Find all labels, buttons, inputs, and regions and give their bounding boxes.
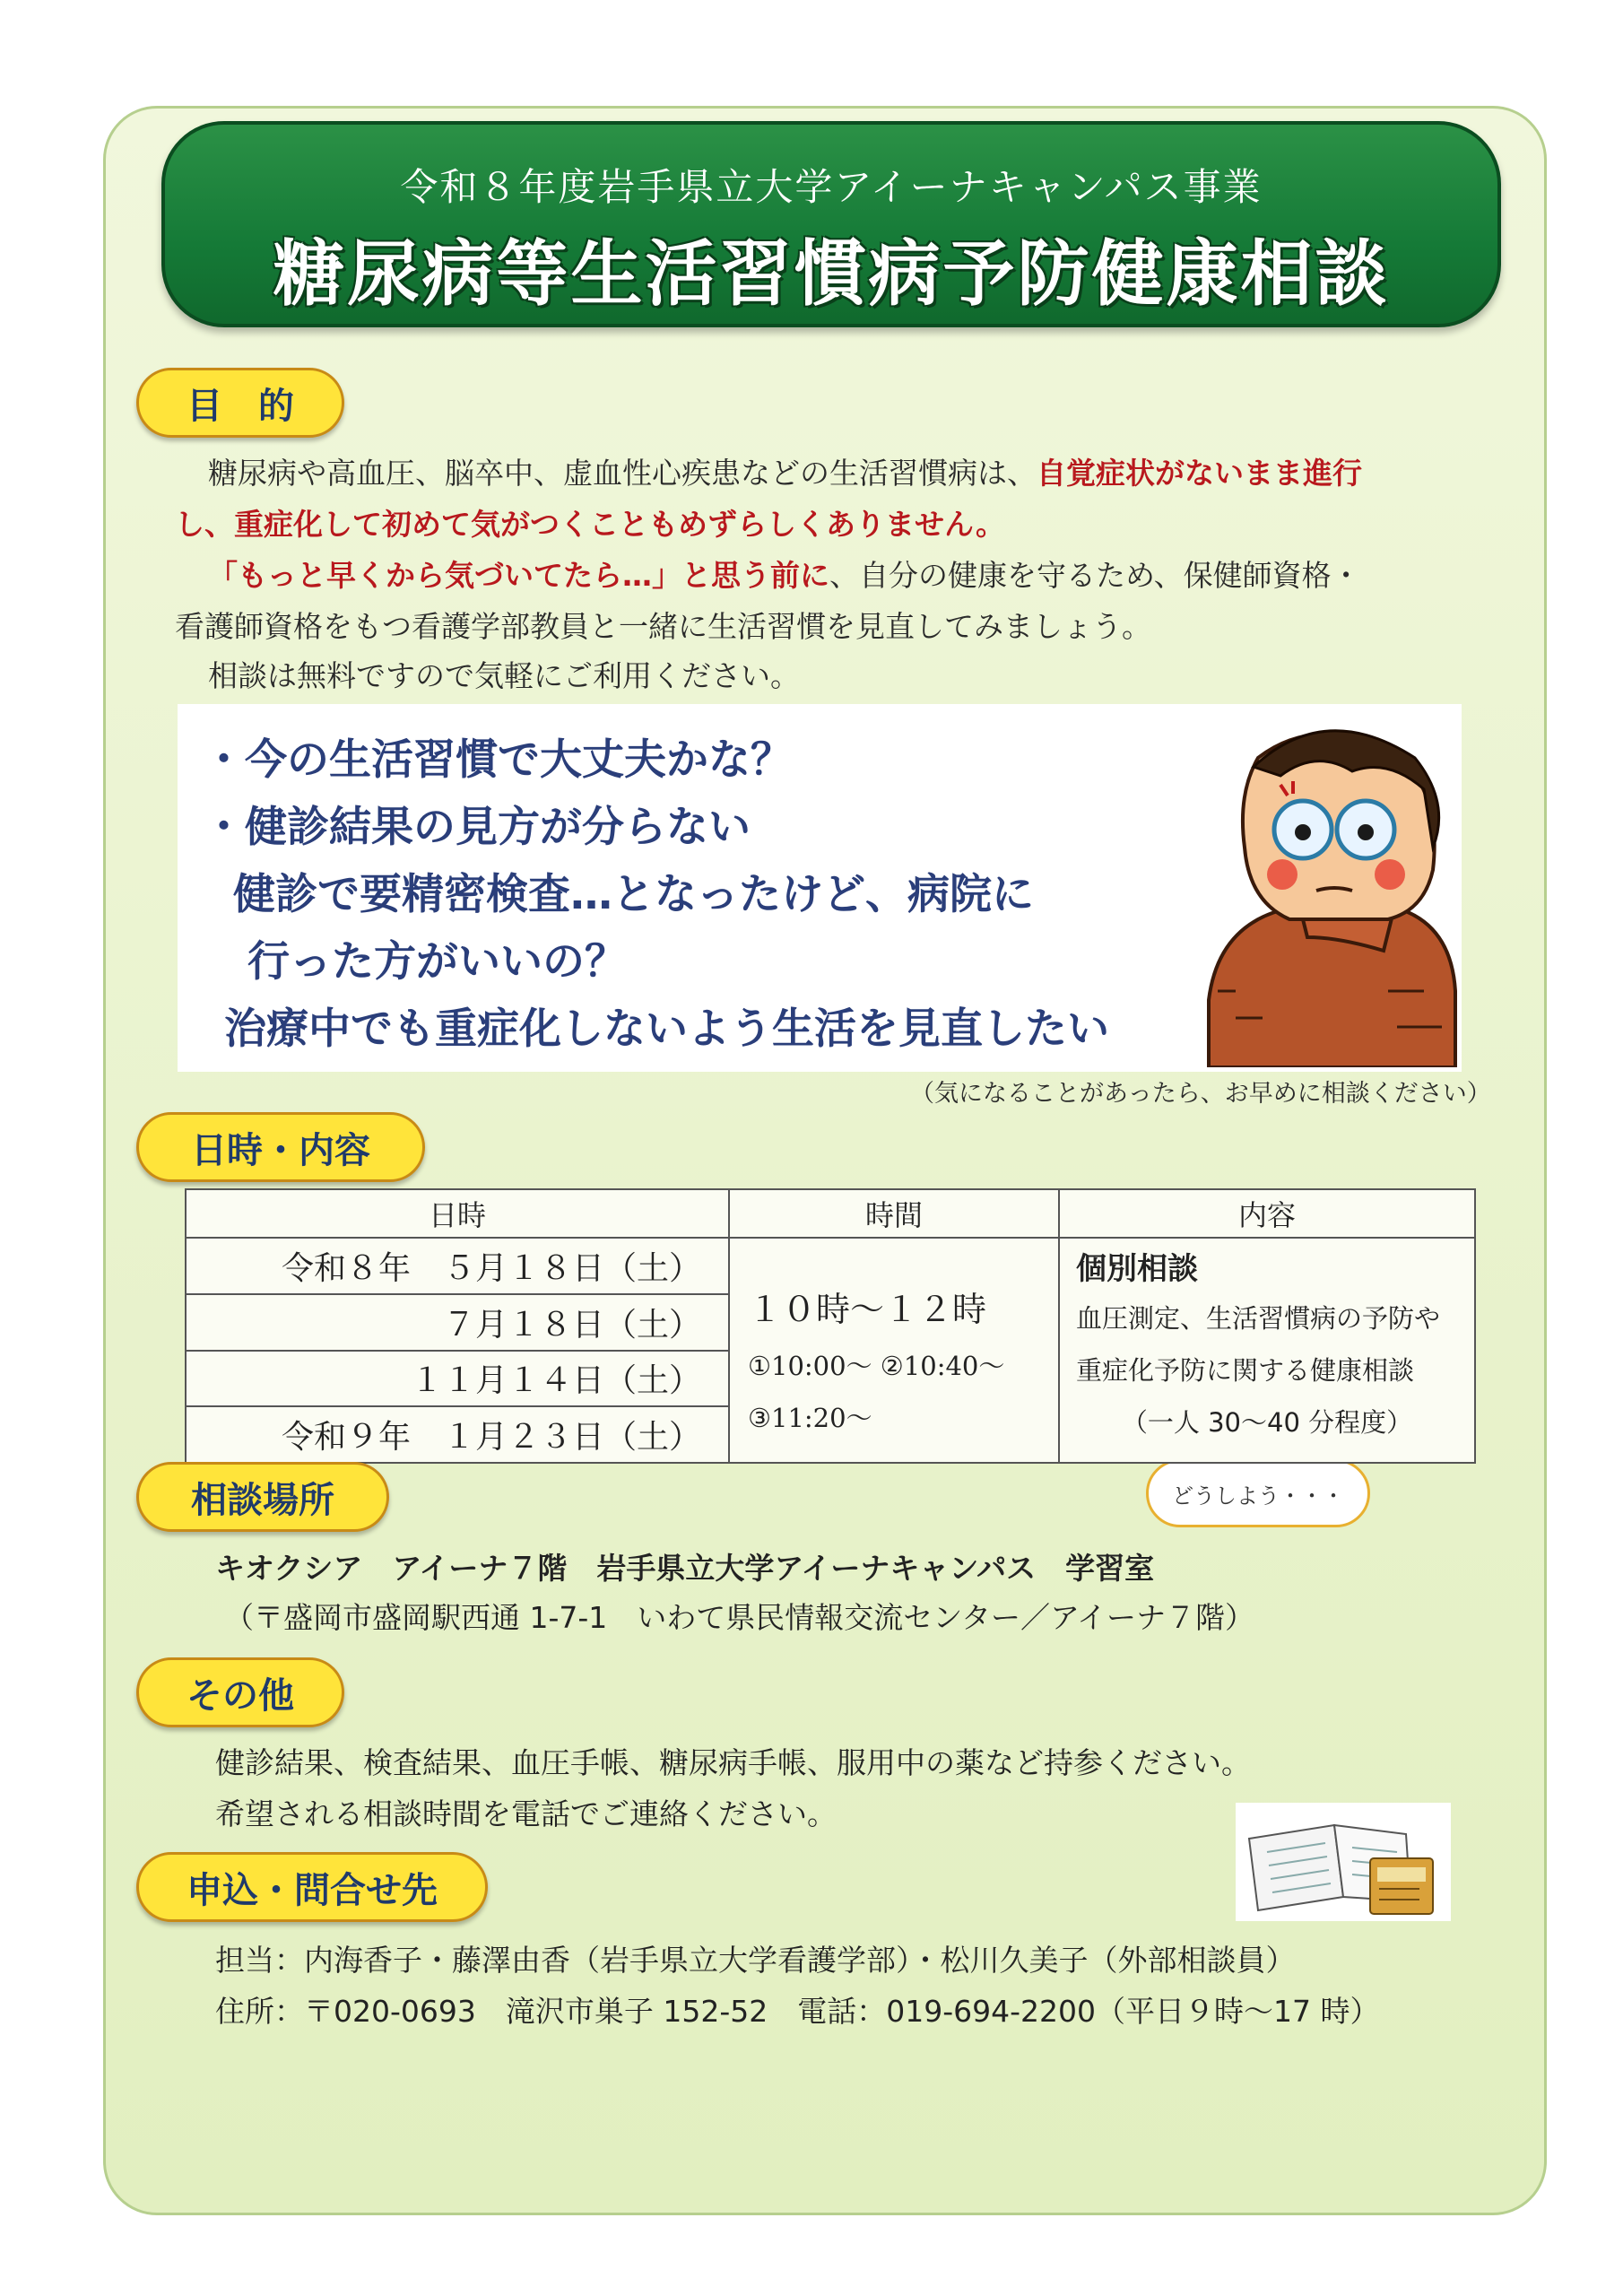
section-label-venue: 相談場所 (136, 1462, 389, 1532)
question-3a: 健診で要精密検査…となったけど、病院に (233, 870, 1034, 919)
purpose-highlight: 「もっと早くから気づいてたら…」と思う前に (208, 558, 829, 593)
worried-person-illustration (1182, 722, 1460, 1067)
time-slots: ③11:20～ (748, 1403, 872, 1433)
section-label-other: その他 (136, 1657, 344, 1727)
purpose-line-4: 看護師資格をもつ看護学部教員と一緒に生活習慣を見直してみましょう。 (175, 609, 1151, 644)
other-line-1: 健診結果、検査結果、血圧手帳、糖尿病手帳、服用中の薬など持参ください。 (215, 1745, 1251, 1780)
table-header-content: 内容 (1059, 1189, 1475, 1238)
purpose-line-5: 相談は無料ですので気軽にご利用ください。 (208, 658, 800, 693)
contact-line-1: 担当：内海香子・藤澤由香（岩手県立大学看護学部）・松川久美子（外部相談員） (215, 1943, 1296, 1978)
purpose-highlight: し、重症化して初めて気がつくこともめずらしくありません。 (175, 507, 1005, 542)
header-banner (161, 121, 1501, 327)
question-3b: 行った方がいいの？ (247, 937, 627, 987)
content-text: 重症化予防に関する健康相談 (1076, 1355, 1415, 1386)
table-row (186, 1238, 1475, 1294)
consultation-note: （気になることがあったら、お早めに相談ください） (910, 1080, 1491, 1108)
section-label-purpose: 目 的 (136, 368, 344, 438)
header-subtitle: 令和８年度岩手県立大学アイーナキャンパス事業 (400, 165, 1263, 209)
table-header-time: 時間 (729, 1189, 1059, 1238)
purpose-line-1 (208, 448, 1362, 498)
health-notebook-illustration (1236, 1803, 1451, 1921)
date-cell: １１月１４日（土） (186, 1351, 729, 1407)
contact-line-2: 住所：〒020-0693 滝沢市巣子 152-52 電話：019-694-2200（平日９時～17 時） (215, 1994, 1380, 2029)
purpose-text: 、自分の健康を守るため、保健師資格・ (829, 558, 1361, 593)
time-slots: ①10:00～ ②10:40～ (748, 1351, 1005, 1381)
venue-line-1: キオクシア アイーナ７階 岩手県立大学アイーナキャンパス 学習室 (215, 1551, 1155, 1586)
purpose-highlight: 自覚症状がないまま進行 (1037, 456, 1362, 491)
purpose-line-2 (175, 500, 1005, 549)
date-cell: 令和８年 ５月１８日（土） (186, 1238, 729, 1294)
table-header-date: 日時 (186, 1189, 729, 1238)
section-label-schedule: 日時・内容 (136, 1112, 425, 1182)
content-text: 血圧測定、生活習慣病の予防や (1076, 1303, 1441, 1334)
time-cell (729, 1238, 1059, 1463)
time-range: １０時～１２時 (748, 1290, 987, 1329)
content-title: 個別相談 (1076, 1251, 1198, 1287)
question-1: ・今の生活習慣で大丈夫かな？ (203, 735, 793, 785)
venue-line-2: （〒盛岡市盛岡駅西通 1-7-1 いわて県民情報交流センター／アイーナ７階） (224, 1600, 1255, 1635)
purpose-text: 糖尿病や高血圧、脳卒中、虚血性心疾患などの生活習慣病は、 (208, 456, 1037, 491)
section-label-contact: 申込・問合せ先 (136, 1852, 488, 1922)
table-header-row (186, 1189, 1475, 1238)
content-cell (1059, 1238, 1475, 1463)
question-2: ・健診結果の見方が分らない (203, 803, 751, 852)
thought-bubble: どうしよう・・・ (1146, 1459, 1370, 1527)
schedule-table (185, 1188, 1476, 1464)
content-duration: （一人 30～40 分程度） (1121, 1407, 1413, 1438)
page-title: 糖尿病等生活習慣病予防健康相談 (273, 232, 1390, 316)
date-cell: ７月１８日（土） (186, 1294, 729, 1351)
question-4: 治療中でも重症化しないよう生活を見直したい (224, 1004, 1109, 1054)
purpose-line-3 (208, 551, 1361, 600)
date-cell: 令和９年 １月２３日（土） (186, 1406, 729, 1463)
other-line-2: 希望される相談時間を電話でご連絡ください。 (215, 1796, 837, 1831)
